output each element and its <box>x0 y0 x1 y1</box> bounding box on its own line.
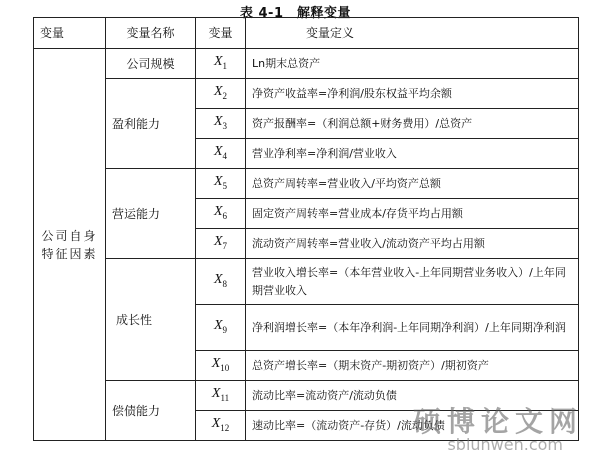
variable-definition: 净利润增长率=（本年净利润-上年同期净利润）/上年同期净利润 <box>246 305 579 351</box>
table-row <box>34 169 579 199</box>
watermark-url: sblunwen.com <box>447 435 563 454</box>
variable-symbol: $X_2$ <box>196 79 246 109</box>
variable-symbol: $X_3$ <box>196 109 246 139</box>
category-operation: 营运能力 <box>106 169 196 259</box>
variable-symbol: $X_4$ <box>196 139 246 169</box>
variable-symbol: $X_6$ <box>196 199 246 229</box>
category-profit: 盈利能力 <box>106 79 196 169</box>
variable-definition: 总资产周转率=营业收入/平均资产总额 <box>246 169 579 199</box>
table-header-row <box>34 18 579 49</box>
category-growth: 成长性 <box>106 259 196 381</box>
variable-definition: 营业净利率=净利润/营业收入 <box>246 139 579 169</box>
table-row <box>34 381 579 411</box>
variable-definition: Ln期末总资产 <box>246 49 579 79</box>
variable-symbol: $X_{11}$ <box>196 381 246 411</box>
variable-symbol: $X_{10}$ <box>196 351 246 381</box>
variable-definition: 流动资产周转率=营业收入/流动资产平均占用额 <box>246 229 579 259</box>
watermark-text: 硕博论文网 <box>412 405 583 438</box>
category-size: 公司规模 <box>106 49 196 79</box>
header-variable: 变量 <box>34 18 106 49</box>
variable-symbol: $X_{12}$ <box>196 411 246 441</box>
table-title: 表 4-1 解释变量 <box>239 6 351 21</box>
factor-group-cell: 公司自身特征因素 <box>34 49 106 441</box>
variable-definition: 总资产增长率=（期末资产-期初资产）/期初资产 <box>246 351 579 381</box>
variable-definition: 净资产收益率=净利润/股东权益平均余额 <box>246 79 579 109</box>
variable-symbol: $X_5$ <box>196 169 246 199</box>
variable-definition: 固定资产周转率=营业成本/存货平均占用额 <box>246 199 579 229</box>
category-solvency: 偿债能力 <box>106 381 196 441</box>
header-variable-symbol: 变量 <box>196 18 246 49</box>
table-row <box>34 259 579 305</box>
variable-symbol: $X_1$ <box>196 49 246 79</box>
header-variable-name: 变量名称 <box>106 18 196 49</box>
variable-definition: 营业收入增长率=（本年营业收入-上年同期营业务收入）/上年同期营业收入 <box>246 259 579 305</box>
variable-definition: 流动比率=流动资产/流动负债 <box>246 381 579 411</box>
variable-symbol: $X_7$ <box>196 229 246 259</box>
variable-definition: 速动比率=（流动资产-存货）/流动负债 <box>246 411 579 441</box>
table-row <box>34 49 579 79</box>
table-row <box>34 79 579 109</box>
header-variable-definition: 变量定义 <box>246 18 579 49</box>
variable-symbol: $X_9$ <box>196 305 246 351</box>
variables-table <box>33 17 579 441</box>
variable-symbol: $X_8$ <box>196 259 246 305</box>
variable-definition: 资产报酬率=（利润总额+财务费用）/总资产 <box>246 109 579 139</box>
